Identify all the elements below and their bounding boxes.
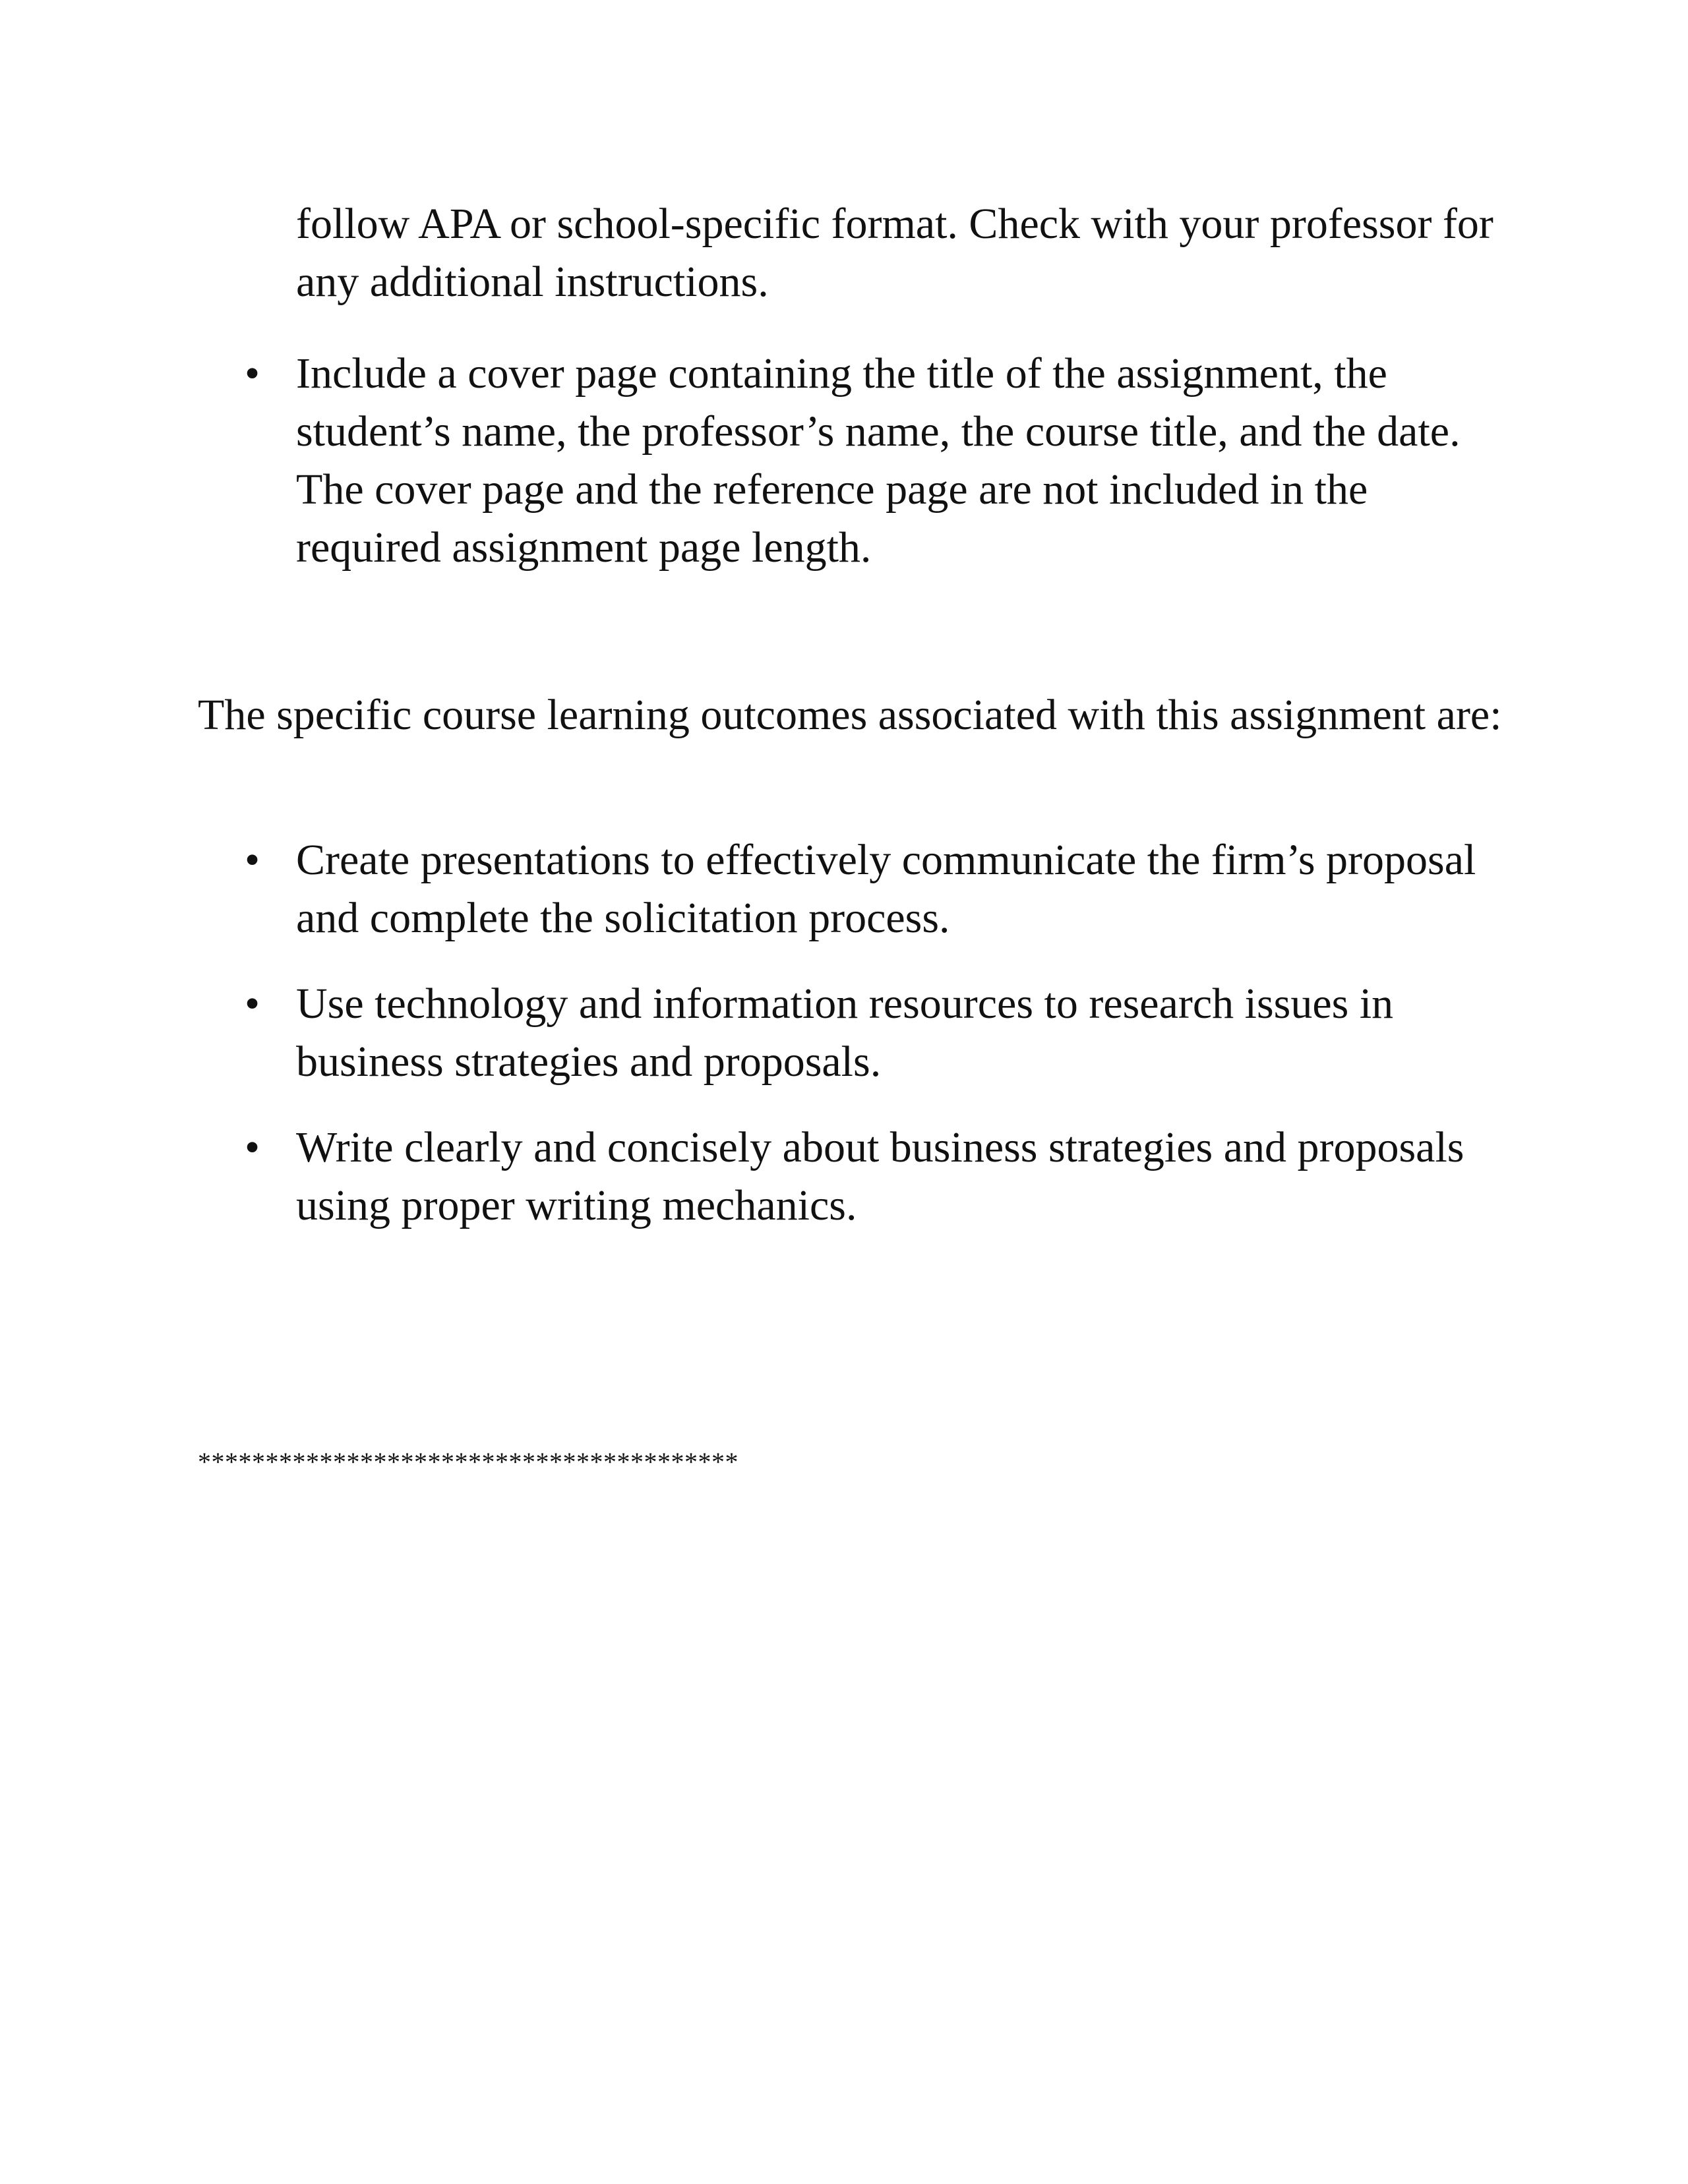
cover-page-instruction: Include a cover page containing the title of the assignment, the student’s name, the professor’s name, the course title, and the date. The cover page and the reference page are not included in the required assignment page length. xyxy=(296,349,1461,572)
learning-outcomes-intro: The specific course learning outcomes associated with this assignment are: xyxy=(198,691,1502,739)
bullet-marker: • xyxy=(245,836,260,884)
bullet-marker: • xyxy=(245,1123,260,1171)
bullet-marker: • xyxy=(245,980,260,1028)
bullet-marker: • xyxy=(245,349,260,398)
outcome-item: Create presentations to effectively communicate the firm’s proposal and complete the solicitation process. xyxy=(296,836,1476,942)
outcome-item: Write clearly and concisely about business strategies and proposals using proper writing mechanics. xyxy=(296,1123,1464,1229)
format-instructions-continuation: follow APA or school-specific format. Check with your professor for any additional instructions. xyxy=(296,200,1493,306)
section-separator: **************************************** xyxy=(198,1447,738,1477)
outcome-item: Use technology and information resources to research issues in business strategies and proposals. xyxy=(296,980,1394,1086)
